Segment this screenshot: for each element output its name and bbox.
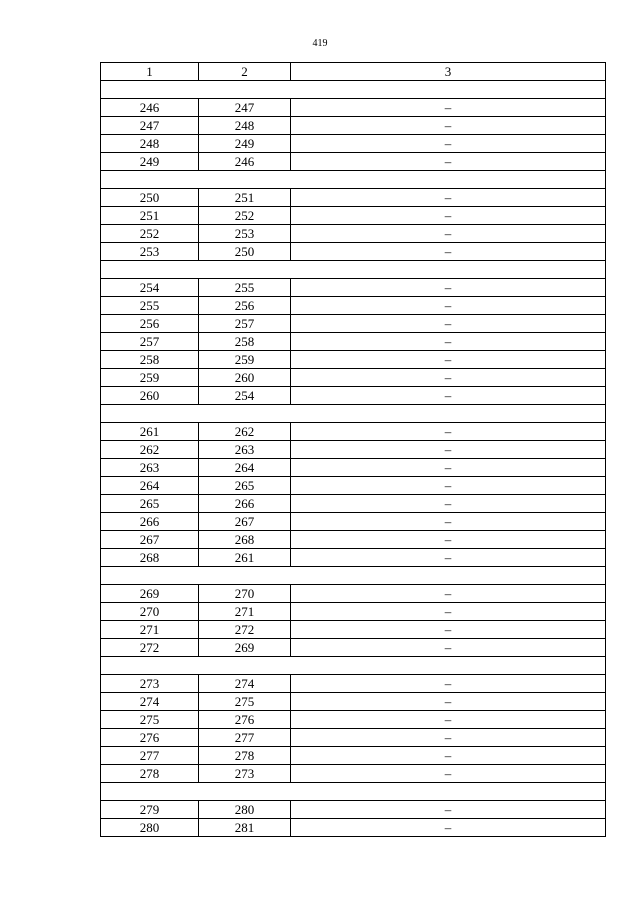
table-row	[101, 243, 606, 261]
table-cell-col-3: –	[291, 117, 606, 135]
table-row	[101, 711, 606, 729]
table-row	[101, 117, 606, 135]
table-cell-col-3: –	[291, 747, 606, 765]
table-cell-col-2: 249	[199, 135, 291, 153]
table-row	[101, 495, 606, 513]
table-cell-col-2: 250	[199, 243, 291, 261]
table-cell-col-3: –	[291, 693, 606, 711]
table-row	[101, 441, 606, 459]
table-body	[101, 63, 606, 837]
table-cell-col-1: 280	[101, 819, 199, 837]
table-cell-col-1: 260	[101, 387, 199, 405]
table-cell-col-1: 263	[101, 459, 199, 477]
table-cell-col-3: –	[291, 711, 606, 729]
table-row	[101, 333, 606, 351]
table-row	[101, 207, 606, 225]
table-cell-col-1: 275	[101, 711, 199, 729]
table-cell-col-2: 246	[199, 153, 291, 171]
table-row	[101, 549, 606, 567]
table-cell-col-2: 276	[199, 711, 291, 729]
table-cell-col-2: 281	[199, 819, 291, 837]
table-cell-col-2: 269	[199, 639, 291, 657]
table-cell-col-3: –	[291, 207, 606, 225]
header-cell-3: 3	[291, 63, 606, 81]
header-row	[101, 63, 606, 81]
table-cell-col-3: –	[291, 801, 606, 819]
table-cell-col-3: –	[291, 585, 606, 603]
table-cell-col-2: 273	[199, 765, 291, 783]
table-row	[101, 639, 606, 657]
table-row	[101, 225, 606, 243]
group-separator-row	[101, 171, 606, 189]
table-cell-col-3: –	[291, 603, 606, 621]
group-separator-cell	[101, 783, 606, 801]
header-cell-2: 2	[199, 63, 291, 81]
table-cell-col-3: –	[291, 765, 606, 783]
table-cell-col-3: –	[291, 279, 606, 297]
table-cell-col-3: –	[291, 243, 606, 261]
table-cell-col-2: 261	[199, 549, 291, 567]
table-cell-col-2: 263	[199, 441, 291, 459]
table-cell-col-3: –	[291, 369, 606, 387]
table-cell-col-2: 259	[199, 351, 291, 369]
table-cell-col-3: –	[291, 549, 606, 567]
table-cell-col-1: 268	[101, 549, 199, 567]
table-cell-col-1: 264	[101, 477, 199, 495]
table-cell-col-3: –	[291, 621, 606, 639]
group-separator-row	[101, 405, 606, 423]
table-cell-col-3: –	[291, 189, 606, 207]
table-cell-col-1: 256	[101, 315, 199, 333]
group-separator-cell	[101, 657, 606, 675]
table-row	[101, 531, 606, 549]
group-separator-cell	[101, 261, 606, 279]
group-separator-cell	[101, 81, 606, 99]
group-separator-row	[101, 81, 606, 99]
table-row	[101, 747, 606, 765]
table-cell-col-2: 254	[199, 387, 291, 405]
group-separator-row	[101, 261, 606, 279]
table-row	[101, 765, 606, 783]
table-row	[101, 819, 606, 837]
table-cell-col-2: 258	[199, 333, 291, 351]
table-cell-col-2: 248	[199, 117, 291, 135]
table-cell-col-2: 271	[199, 603, 291, 621]
group-separator-row	[101, 657, 606, 675]
table-cell-col-2: 265	[199, 477, 291, 495]
table-cell-col-3: –	[291, 297, 606, 315]
table-cell-col-3: –	[291, 459, 606, 477]
table-row	[101, 135, 606, 153]
table-cell-col-3: –	[291, 729, 606, 747]
table-cell-col-3: –	[291, 675, 606, 693]
table-cell-col-2: 262	[199, 423, 291, 441]
table-cell-col-2: 275	[199, 693, 291, 711]
table-cell-col-1: 266	[101, 513, 199, 531]
table-row	[101, 351, 606, 369]
table-cell-col-1: 254	[101, 279, 199, 297]
table-cell-col-1: 271	[101, 621, 199, 639]
table-cell-col-2: 268	[199, 531, 291, 549]
table-cell-col-3: –	[291, 423, 606, 441]
table-cell-col-1: 246	[101, 99, 199, 117]
table-cell-col-1: 251	[101, 207, 199, 225]
table-cell-col-3: –	[291, 441, 606, 459]
table-row	[101, 693, 606, 711]
table-cell-col-1: 277	[101, 747, 199, 765]
table-cell-col-3: –	[291, 639, 606, 657]
table-cell-col-3: –	[291, 477, 606, 495]
table-cell-col-2: 255	[199, 279, 291, 297]
table-row	[101, 729, 606, 747]
table-cell-col-3: –	[291, 153, 606, 171]
table-cell-col-1: 255	[101, 297, 199, 315]
group-separator-cell	[101, 567, 606, 585]
table-row	[101, 279, 606, 297]
group-separator-cell	[101, 405, 606, 423]
table-row	[101, 189, 606, 207]
table-cell-col-1: 248	[101, 135, 199, 153]
table-cell-col-2: 264	[199, 459, 291, 477]
table-row	[101, 801, 606, 819]
table-cell-col-1: 274	[101, 693, 199, 711]
table-row	[101, 369, 606, 387]
table-cell-col-1: 267	[101, 531, 199, 549]
table-cell-col-2: 272	[199, 621, 291, 639]
table-cell-col-2: 277	[199, 729, 291, 747]
group-separator-row	[101, 783, 606, 801]
table-cell-col-1: 278	[101, 765, 199, 783]
table-cell-col-3: –	[291, 315, 606, 333]
table-cell-col-2: 260	[199, 369, 291, 387]
table-cell-col-3: –	[291, 99, 606, 117]
table-cell-col-1: 247	[101, 117, 199, 135]
page-number: 419	[312, 38, 328, 49]
table-cell-col-2: 257	[199, 315, 291, 333]
table-cell-col-1: 262	[101, 441, 199, 459]
table-cell-col-3: –	[291, 513, 606, 531]
table-cell-col-2: 274	[199, 675, 291, 693]
table-cell-col-2: 266	[199, 495, 291, 513]
table-cell-col-2: 256	[199, 297, 291, 315]
table-row	[101, 315, 606, 333]
table-cell-col-2: 270	[199, 585, 291, 603]
table-cell-col-1: 250	[101, 189, 199, 207]
table-row	[101, 459, 606, 477]
table-cell-col-1: 272	[101, 639, 199, 657]
table-cell-col-1: 276	[101, 729, 199, 747]
table-cell-col-3: –	[291, 333, 606, 351]
table-cell-col-3: –	[291, 225, 606, 243]
table-cell-col-3: –	[291, 819, 606, 837]
table-cell-col-3: –	[291, 351, 606, 369]
group-separator-cell	[101, 171, 606, 189]
table-cell-col-2: 253	[199, 225, 291, 243]
table-row	[101, 297, 606, 315]
table-cell-col-1: 279	[101, 801, 199, 819]
table-cell-col-2: 280	[199, 801, 291, 819]
table-cell-col-1: 273	[101, 675, 199, 693]
table-cell-col-1: 249	[101, 153, 199, 171]
header-cell-1: 1	[101, 63, 199, 81]
table-cell-col-1: 253	[101, 243, 199, 261]
table-cell-col-1: 259	[101, 369, 199, 387]
table-row	[101, 513, 606, 531]
table-cell-col-1: 265	[101, 495, 199, 513]
table-cell-col-3: –	[291, 387, 606, 405]
table-row	[101, 675, 606, 693]
table-cell-col-3: –	[291, 531, 606, 549]
table-row	[101, 387, 606, 405]
table-cell-col-1: 258	[101, 351, 199, 369]
table-row	[101, 585, 606, 603]
table-row	[101, 621, 606, 639]
data-table	[100, 62, 606, 837]
table-cell-col-3: –	[291, 135, 606, 153]
group-separator-row	[101, 567, 606, 585]
table-cell-col-2: 252	[199, 207, 291, 225]
table-cell-col-1: 257	[101, 333, 199, 351]
table-cell-col-1: 252	[101, 225, 199, 243]
table-cell-col-2: 267	[199, 513, 291, 531]
table-cell-col-2: 247	[199, 99, 291, 117]
table-cell-col-1: 269	[101, 585, 199, 603]
table-row	[101, 477, 606, 495]
table-cell-col-2: 278	[199, 747, 291, 765]
table-cell-col-2: 251	[199, 189, 291, 207]
table-cell-col-1: 261	[101, 423, 199, 441]
table-row	[101, 99, 606, 117]
table-row	[101, 153, 606, 171]
table-cell-col-1: 270	[101, 603, 199, 621]
table-row	[101, 423, 606, 441]
table-cell-col-3: –	[291, 495, 606, 513]
table-row	[101, 603, 606, 621]
